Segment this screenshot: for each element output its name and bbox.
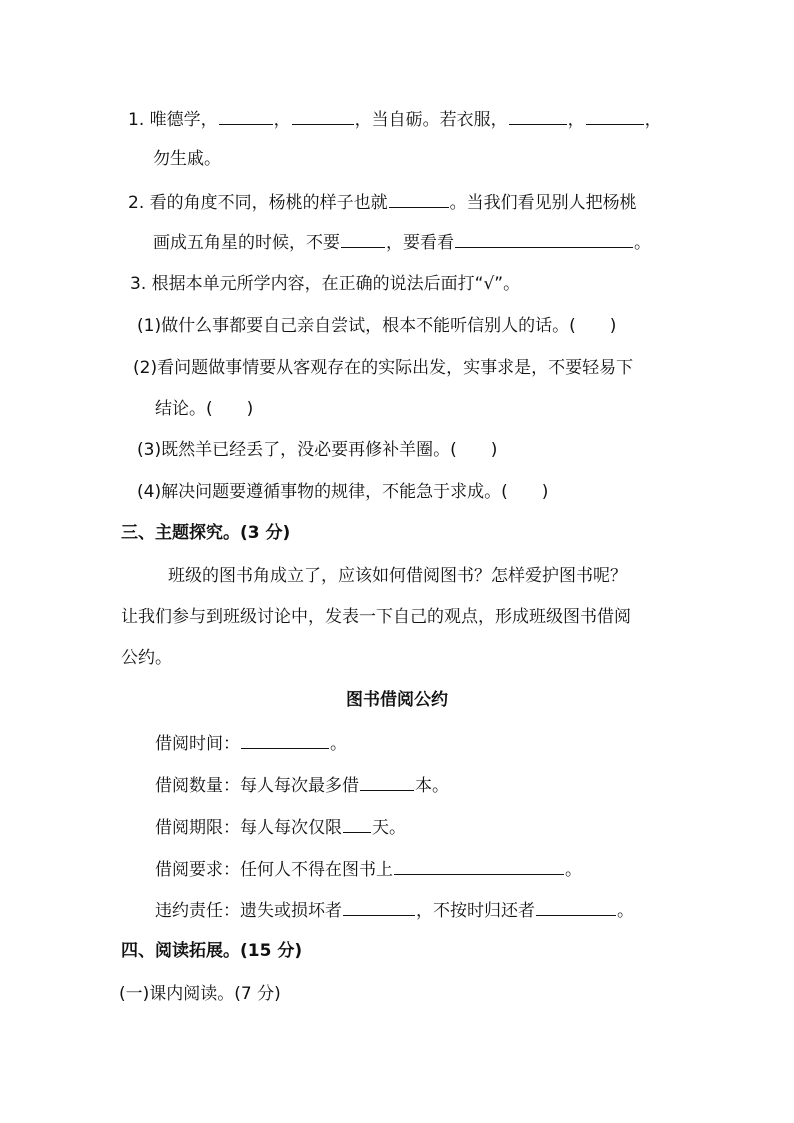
statement-1[interactable]: (1)做什么事都要自己亲自尝试，根本不能听信别人的话。( ) (137, 316, 617, 336)
section-3-paragraph: 公约。 (121, 648, 172, 668)
text-segment: 。 (565, 860, 582, 880)
answer-blank[interactable] (586, 107, 644, 125)
text-segment: ， (644, 110, 662, 130)
question-2-line-1 (128, 190, 637, 215)
rule-count (155, 773, 449, 798)
rule-period (155, 815, 406, 840)
question-1-line-2: 勿生戚。 (153, 149, 221, 169)
answer-blank[interactable] (389, 190, 449, 208)
text-segment: ，不按时归还者 (416, 901, 535, 921)
statement-4[interactable]: (4)解决问题要遵循事物的规律，不能急于求成。( ) (137, 482, 549, 502)
answer-blank[interactable] (394, 857, 564, 875)
text-segment: 。当我们看见别人把杨桃 (449, 193, 637, 213)
rule-label: 借阅数量：每人每次最多借 (155, 776, 359, 796)
section-3-paragraph: 班级的图书角成立了，应该如何借阅图书？怎样爱护图书呢？ (168, 566, 627, 586)
section-3-paragraph: 让我们参与到班级讨论中，发表一下自己的观点，形成班级图书借阅 (121, 607, 631, 627)
section-3-heading: 三、主题探究。(3 分) (121, 523, 291, 543)
question-1-line-1 (128, 107, 662, 132)
text-segment: 。 (634, 233, 651, 253)
rule-label: 借阅要求：任何人不得在图书上 (155, 860, 393, 880)
rule-label: 借阅时间： (155, 734, 240, 754)
statement-2[interactable]: (2)看问题做事情要从客观存在的实际出发，实事求是，不要轻易下 (133, 358, 634, 378)
text-segment: 看的角度不同，杨桃的样子也就 (149, 193, 388, 213)
rule-label: 借阅期限：每人每次仅限 (155, 818, 342, 838)
answer-blank[interactable] (343, 815, 371, 833)
text-segment: 天。 (372, 818, 406, 838)
question-3-stem (130, 272, 520, 296)
text-segment: ，要看看 (386, 233, 454, 253)
rule-time (155, 731, 347, 756)
question-text: 根据本单元所学内容，在正确的说法后面打“√”。 (151, 274, 521, 294)
question-number: 1. (128, 110, 145, 130)
text-segment: ， (567, 110, 585, 130)
text-segment: ， (273, 110, 291, 130)
answer-blank[interactable] (292, 107, 354, 125)
question-number: 2. (128, 193, 145, 213)
question-2-line-2 (153, 230, 651, 255)
question-number: 3. (130, 274, 147, 294)
statement-2-cont[interactable]: 结论。( ) (155, 399, 254, 419)
answer-blank[interactable] (455, 230, 633, 248)
text-segment: ，当自砺。若衣服， (354, 110, 508, 130)
answer-blank[interactable] (219, 107, 273, 125)
rule-require (155, 857, 582, 882)
answer-blank[interactable] (536, 898, 616, 916)
text-segment: 画成五角星的时候，不要 (153, 233, 340, 253)
section-4-heading: 四、阅读拓展。(15 分) (121, 941, 303, 961)
statement-3[interactable]: (3)既然羊已经丢了，没必要再修补羊圈。( ) (137, 440, 498, 460)
answer-blank[interactable] (343, 898, 415, 916)
text-segment: 唯德学， (149, 110, 218, 130)
text-segment: 本。 (415, 776, 449, 796)
rule-label: 违约责任：遗失或损坏者 (155, 901, 342, 921)
answer-blank[interactable] (241, 731, 329, 749)
text-segment: 。 (617, 901, 634, 921)
section-4-subheading: (一)课内阅读。(7 分) (119, 984, 281, 1004)
text-segment: 。 (330, 734, 347, 754)
convention-title: 图书借阅公约 (346, 690, 448, 710)
answer-blank[interactable] (341, 230, 385, 248)
answer-blank[interactable] (360, 773, 414, 791)
rule-penalty (155, 898, 634, 923)
answer-blank[interactable] (509, 107, 567, 125)
